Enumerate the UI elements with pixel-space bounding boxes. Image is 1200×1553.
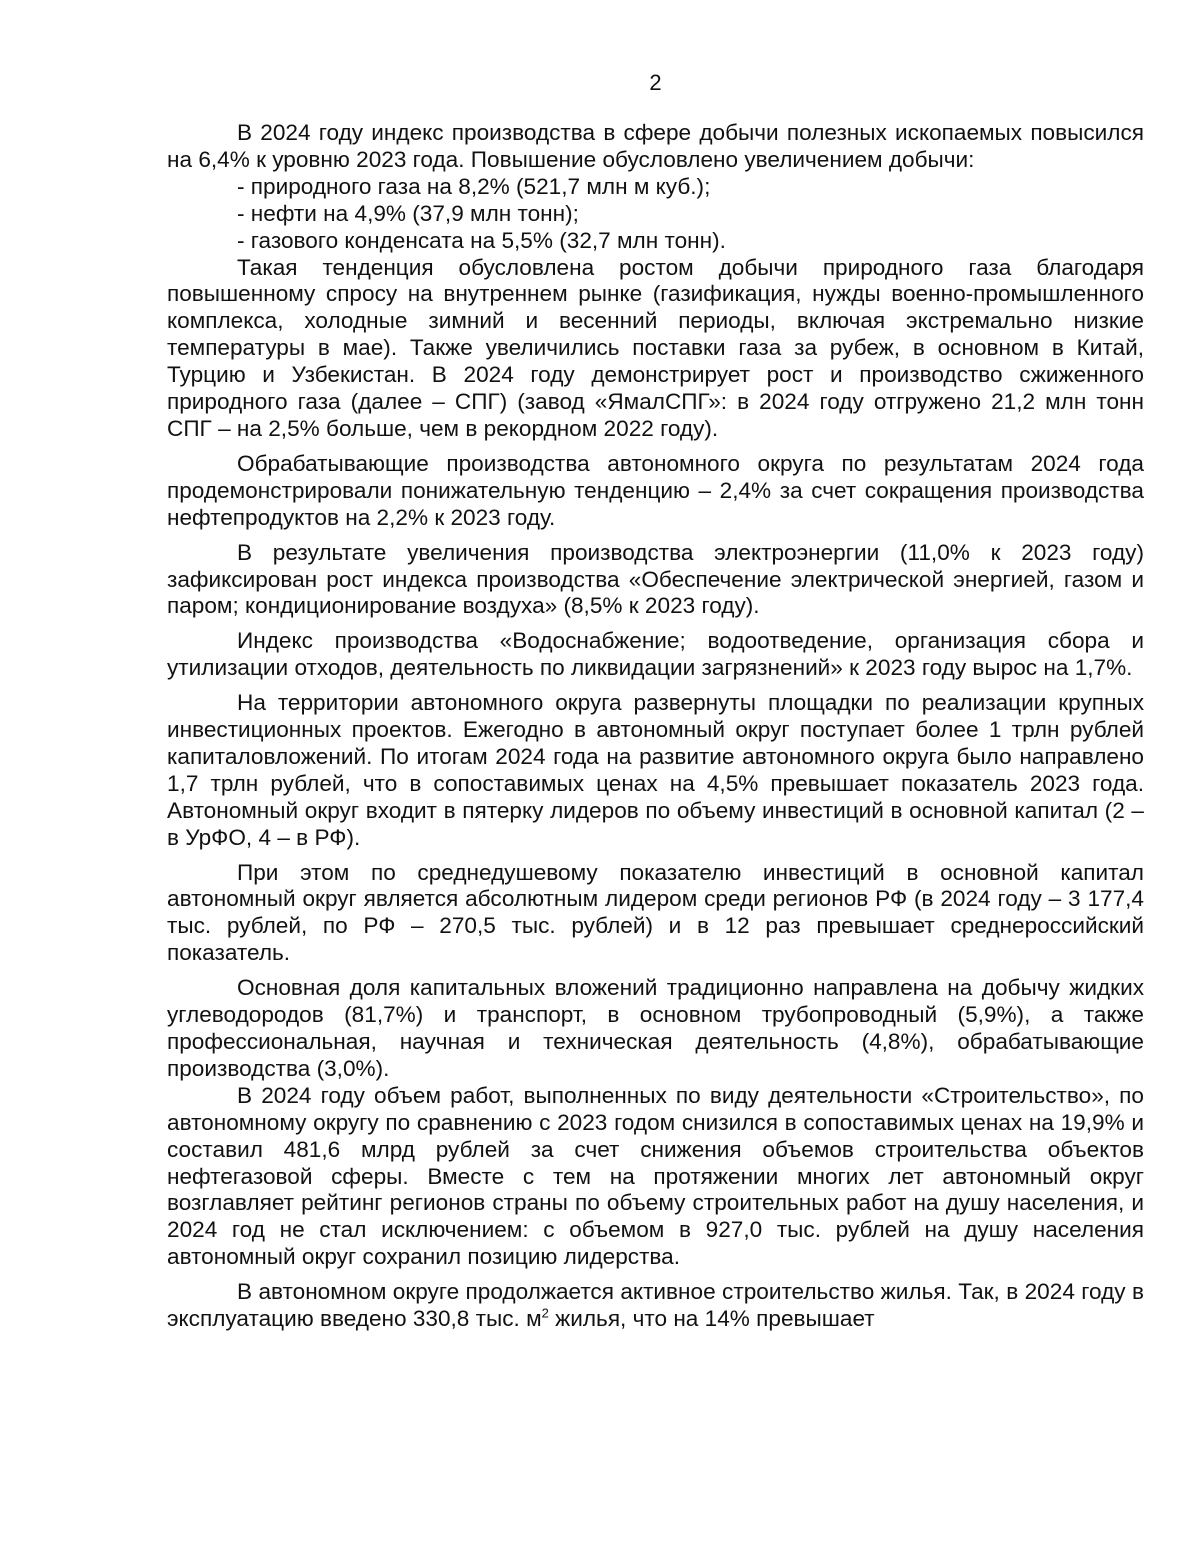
paragraph-water-supply: Индекс производства «Водоснабжение; водоотведение, организация сбора и утилизации отходов, деятельность по ликвидации загрязнений» к 2023 году вырос на 1,7%. bbox=[167, 628, 1144, 681]
paragraph-capital-structure: Основная доля капитальных вложений традиционно направлена на добычу жидких углеводородов (81,7%) и транспорт, в основном трубопроводный (5,9%), а также профессиональная, научная и техническая деятельность (4,8%), обрабатывающие производства (3,0%). bbox=[167, 975, 1144, 1081]
paragraph-housing bbox=[167, 1279, 1144, 1333]
list-item-natural-gas: - природного газа на 8,2% (521,7 млн м куб.); bbox=[237, 173, 711, 199]
square-superscript: 2 bbox=[541, 1305, 549, 1321]
list-item-oil: - нефти на 4,9% (37,9 млн тонн); bbox=[237, 200, 579, 226]
paragraph-manufacturing: Обрабатывающие производства автономного округа по результатам 2024 года продемонстрировали понижательную тенденцию – 2,4% за счет сокращения производства нефтепродуктов на 2,2% к 2023 году. bbox=[167, 450, 1144, 530]
paragraph-per-capita-investment: При этом по среднедушевому показателю инвестиций в основной капитал автономный округ является абсолютным лидером среди регионов РФ (в 2024 году – 3 177,4 тыс. рублей, по РФ – 270,5 тыс. рублей) и в 12 раз превышает среднероссийский показатель. bbox=[167, 859, 1144, 966]
list-item-gas-condensate: - газового конденсата на 5,5% (32,7 млн тонн). bbox=[237, 227, 726, 253]
paragraph-mining-index: В 2024 году индекс производства в сфере добычи полезных ископаемых повысился на 6,4% к уровню 2023 года. Повышение обусловлено увеличением добычи: bbox=[167, 120, 1144, 172]
housing-text-start: В автономном округе продолжается активное строительство жилья. Так, в 2024 году в эксплуатацию введено 330,8 тыс. м bbox=[167, 1279, 1144, 1332]
paragraph-construction: В 2024 году объем работ, выполненных по виду деятельности «Строительство», по автономному округу по сравнению с 2023 годом снизился в сопоставимых ценах на 19,9% и составил 481,6 млрд рублей за счет снижения объемов строительства объектов нефтегазовой сферы. Вместе с тем на протяжении многих лет автономный округ возглавляет рейтинг регионов страны по объему строительных работ на душу населения, и 2024 год не стал исключением: с объемом в 927,0 тыс. рублей на душу населения автономный округ сохранил позицию лидерства. bbox=[167, 1082, 1144, 1270]
paragraph-gas-trend: Такая тенденция обусловлена ростом добычи природного газа благодаря повышенному спросу на внутреннем рынке (газификация, нужды военно-промышленного комплекса, холодные зимний и весенний периоды, включая экстремально низкие температуры в мае). Также увеличились поставки газа за рубеж, в основном в Китай, Турцию и Узбекистан. В 2024 году демонстрирует рост и производство сжиженного природного газа (далее – СПГ) (завод «ЯмалСПГ»: в 2024 году отгружено 21,2 млн тонн СПГ – на 2,5% больше, чем в рекордном 2022 году). bbox=[167, 254, 1144, 441]
paragraph-investment-projects: На территории автономного округа развернуты площадки по реализации крупных инвестиционных проектов. Ежегодно в автономный округ поступает более 1 трлн рублей капиталовложений. По итогам 2024 года на развитие автономного округа было направлено 1,7 трлн рублей, что в сопоставимых ценах на 4,5% превышает показатель 2023 года. Автономный округ входит в пятерку лидеров по объему инвестиций в основной капитал (2 – в УрФО, 4 – в РФ). bbox=[167, 690, 1144, 850]
document-page bbox=[167, 66, 1144, 1333]
page-number: 2 bbox=[649, 70, 662, 95]
paragraph-electricity: В результате увеличения производства электроэнергии (11,0% к 2023 году) зафиксирован рост индекса производства «Обеспечение электрической энергией, газом и паром; кондиционирование воздуха» (8,5% к 2023 году). bbox=[167, 539, 1144, 619]
housing-text-end: жилья, что на 14% превышает bbox=[548, 1306, 875, 1332]
